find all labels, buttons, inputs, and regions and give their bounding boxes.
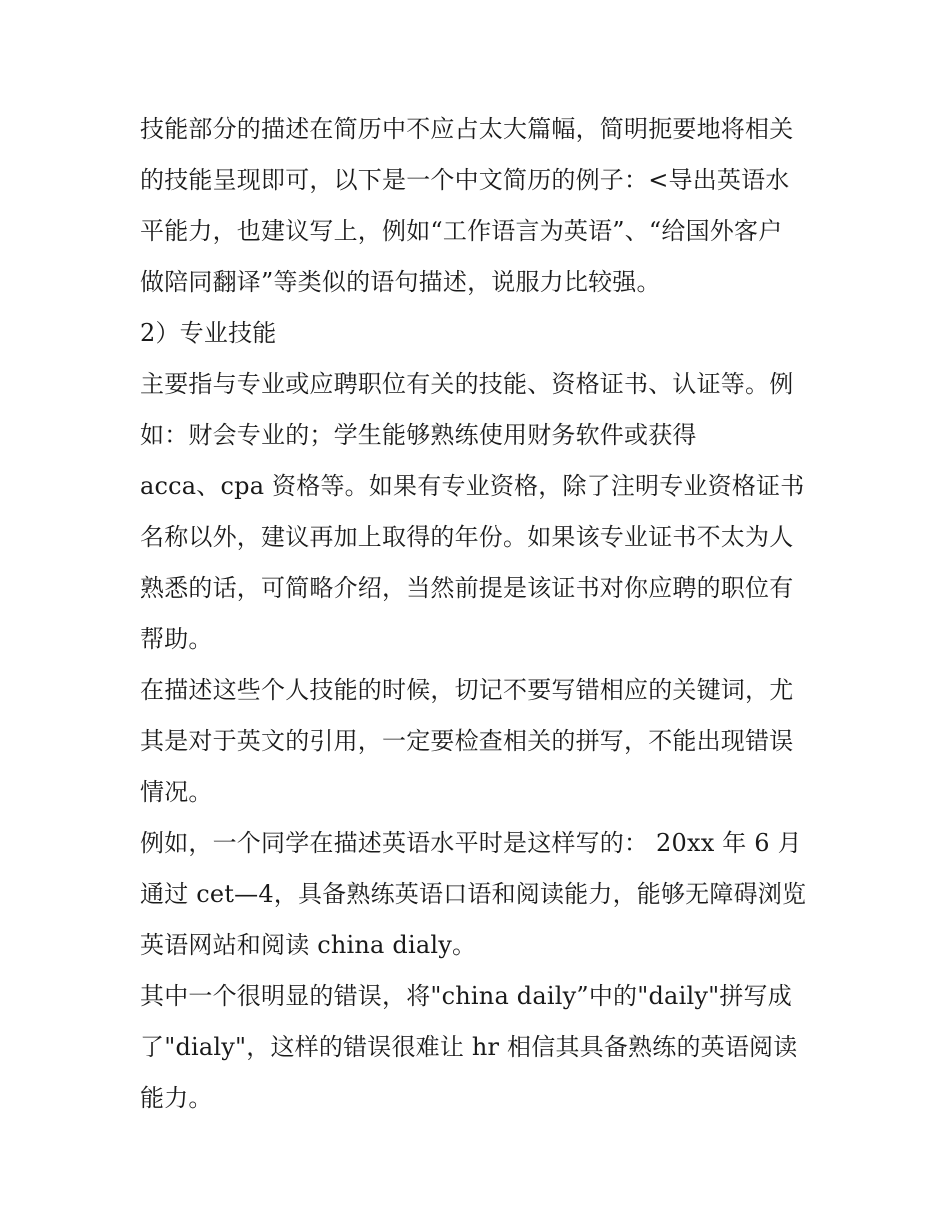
text-line: 平能力，也建议写上，例如“工作语言为英语”、“给国外客户	[140, 217, 783, 245]
text-line: 其中一个很明显的错误，将"china daily”中的"daily"拼写成	[140, 982, 792, 1010]
text-line: 能力。	[140, 1084, 213, 1112]
text-line: 做陪同翻译”等类似的语句描述，说服力比较强。	[140, 268, 661, 296]
text-line: 情况。	[140, 778, 213, 806]
text-line: 技能部分的描述在简历中不应占太大篇幅，简明扼要地将相关	[140, 115, 794, 143]
text-line: acca、cpa 资格等。如果有专业资格，除了注明专业资格证书	[140, 472, 805, 500]
text-line: 例如，一个同学在描述英语水平时是这样写的： 20xx 年 6 月	[140, 829, 802, 857]
text-line: 如：财会专业的；学生能够熟练使用财务软件或获得	[140, 421, 697, 449]
text-line: 帮助。	[140, 625, 213, 653]
text-line: 名称以外，建议再加上取得的年份。如果该专业证书不太为人	[140, 523, 794, 551]
text-line: 在描述这些个人技能的时候，切记不要写错相应的关键词，尤	[140, 676, 794, 704]
text-line: 通过 cet—4，具备熟练英语口语和阅读能力，能够无障碍浏览	[140, 880, 807, 908]
section-heading: 2）专业技能	[140, 319, 277, 347]
text-line: 了"dialy"，这样的错误很难让 hr 相信其具备熟练的英语阅读	[140, 1033, 798, 1061]
text-line: 其是对于英文的引用，一定要检查相关的拼写，不能出现错误	[140, 727, 794, 755]
text-line: 英语网站和阅读 china dialy。	[140, 931, 477, 959]
text-line: 的技能呈现即可，以下是一个中文简历的例子：<导出英语水	[140, 166, 790, 194]
text-line: 熟悉的话，可简略介绍，当然前提是该证书对你应聘的职位有	[140, 574, 794, 602]
text-line: 主要指与专业或应聘职位有关的技能、资格证书、认证等。例	[140, 370, 794, 398]
